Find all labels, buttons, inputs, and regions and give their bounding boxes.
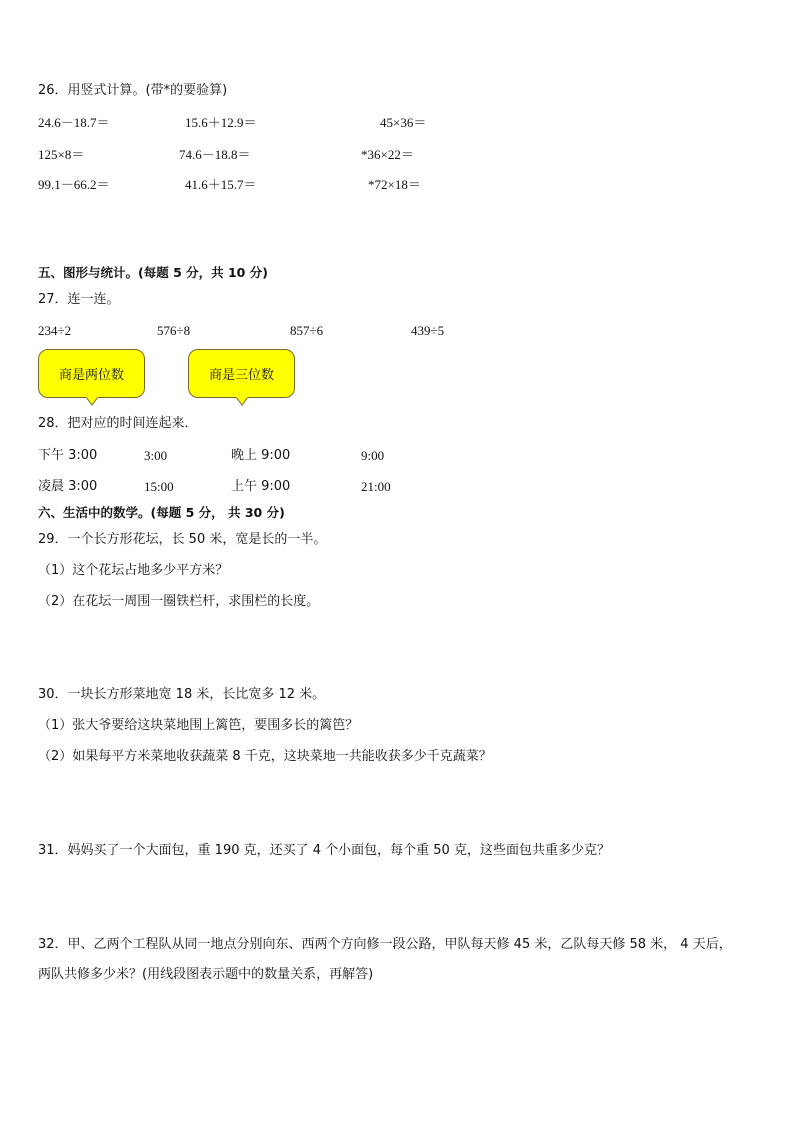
bubble-right-label: 商是三位数 [208, 368, 274, 383]
q26-expr-3-2: 41.6＋15.7＝ [185, 177, 257, 192]
q29-title: 29．一个长方形花坛，长 50 米，宽是长的一半。 [38, 532, 327, 547]
bubble-left-label: 商是两位数 [58, 368, 124, 383]
q26-title: 26．用竖式计算。(带*的要验算) [38, 83, 228, 98]
q26-expr-2-3: *36×22＝ [361, 147, 414, 162]
q28-time-r2-4: 21:00 [361, 479, 391, 494]
quotient-two-digit-bubble [38, 349, 145, 398]
q26-expr-3-3: *72×18＝ [368, 177, 421, 192]
q27-expr-3: 857÷6 [290, 323, 324, 338]
q27-title: 27．连一连。 [38, 292, 120, 307]
q28-time-r2-1: 凌晨 3:00 [38, 479, 98, 494]
quotient-three-digit-bubble [188, 349, 295, 398]
q30-part-1: （1）张大爷要给这块菜地围上篱笆，要围多长的篱笆？ [38, 718, 359, 733]
q26-expr-1-2: 15.6＋12.9＝ [185, 115, 257, 130]
bubble-right-tail [236, 397, 248, 407]
q30-title: 30．一块长方形菜地宽 18 米，长比宽多 12 米。 [38, 687, 326, 702]
q29-part-2: （2）在花坛一周围一圈铁栏杆，求围栏的长度。 [38, 594, 320, 609]
q27-expr-4: 439÷5 [411, 323, 445, 338]
section-5-heading: 五、图形与统计。(每题 5 分，共 10 分) [38, 265, 268, 280]
q28-time-r1-1: 下午 3:00 [38, 448, 98, 463]
q27-expr-1: 234÷2 [38, 323, 72, 338]
q26-expr-1-1: 24.6－18.7＝ [38, 115, 110, 130]
q28-time-r2-3: 上午 9:00 [231, 479, 291, 494]
q29-part-1: （1）这个花坛占地多少平方米？ [38, 563, 229, 578]
q28-title: 28．把对应的时间连起来． [38, 416, 198, 431]
q26-expr-1-3: 45×36＝ [380, 115, 427, 130]
q26-expr-2-1: 125×8＝ [38, 147, 85, 162]
q28-time-r1-2: 3:00 [144, 448, 168, 463]
q28-time-r1-4: 9:00 [361, 448, 385, 463]
bubble-left-tail [86, 397, 98, 407]
q32-line-2: 两队共修多少米？(用线段图表示题中的数量关系，再解答) [38, 967, 374, 982]
section-6-heading: 六、生活中的数学。(每题 5 分， 共 30 分) [38, 505, 285, 520]
q32-line-1: 32．甲、乙两个工程队从同一地点分别向东、西两个方向修一段公路，甲队每天修 45 米，乙队每天修 58 米， 4 天后， [38, 937, 732, 952]
q26-expr-3-1: 99.1－66.2＝ [38, 177, 110, 192]
q31-title: 31．妈妈买了一个大面包，重 190 克，还买了 4 个小面包，每个重 50 克，这些面包共重多少克？ [38, 843, 610, 858]
q27-expr-2: 576÷8 [157, 323, 191, 338]
q26-expr-2-2: 74.6－18.8＝ [179, 147, 251, 162]
q30-part-2: （2）如果每平方米菜地收获蔬菜 8 千克，这块菜地一共能收获多少千克蔬菜？ [38, 749, 492, 764]
q28-time-r1-3: 晚上 9:00 [231, 448, 291, 463]
q28-time-r2-2: 15:00 [144, 479, 174, 494]
